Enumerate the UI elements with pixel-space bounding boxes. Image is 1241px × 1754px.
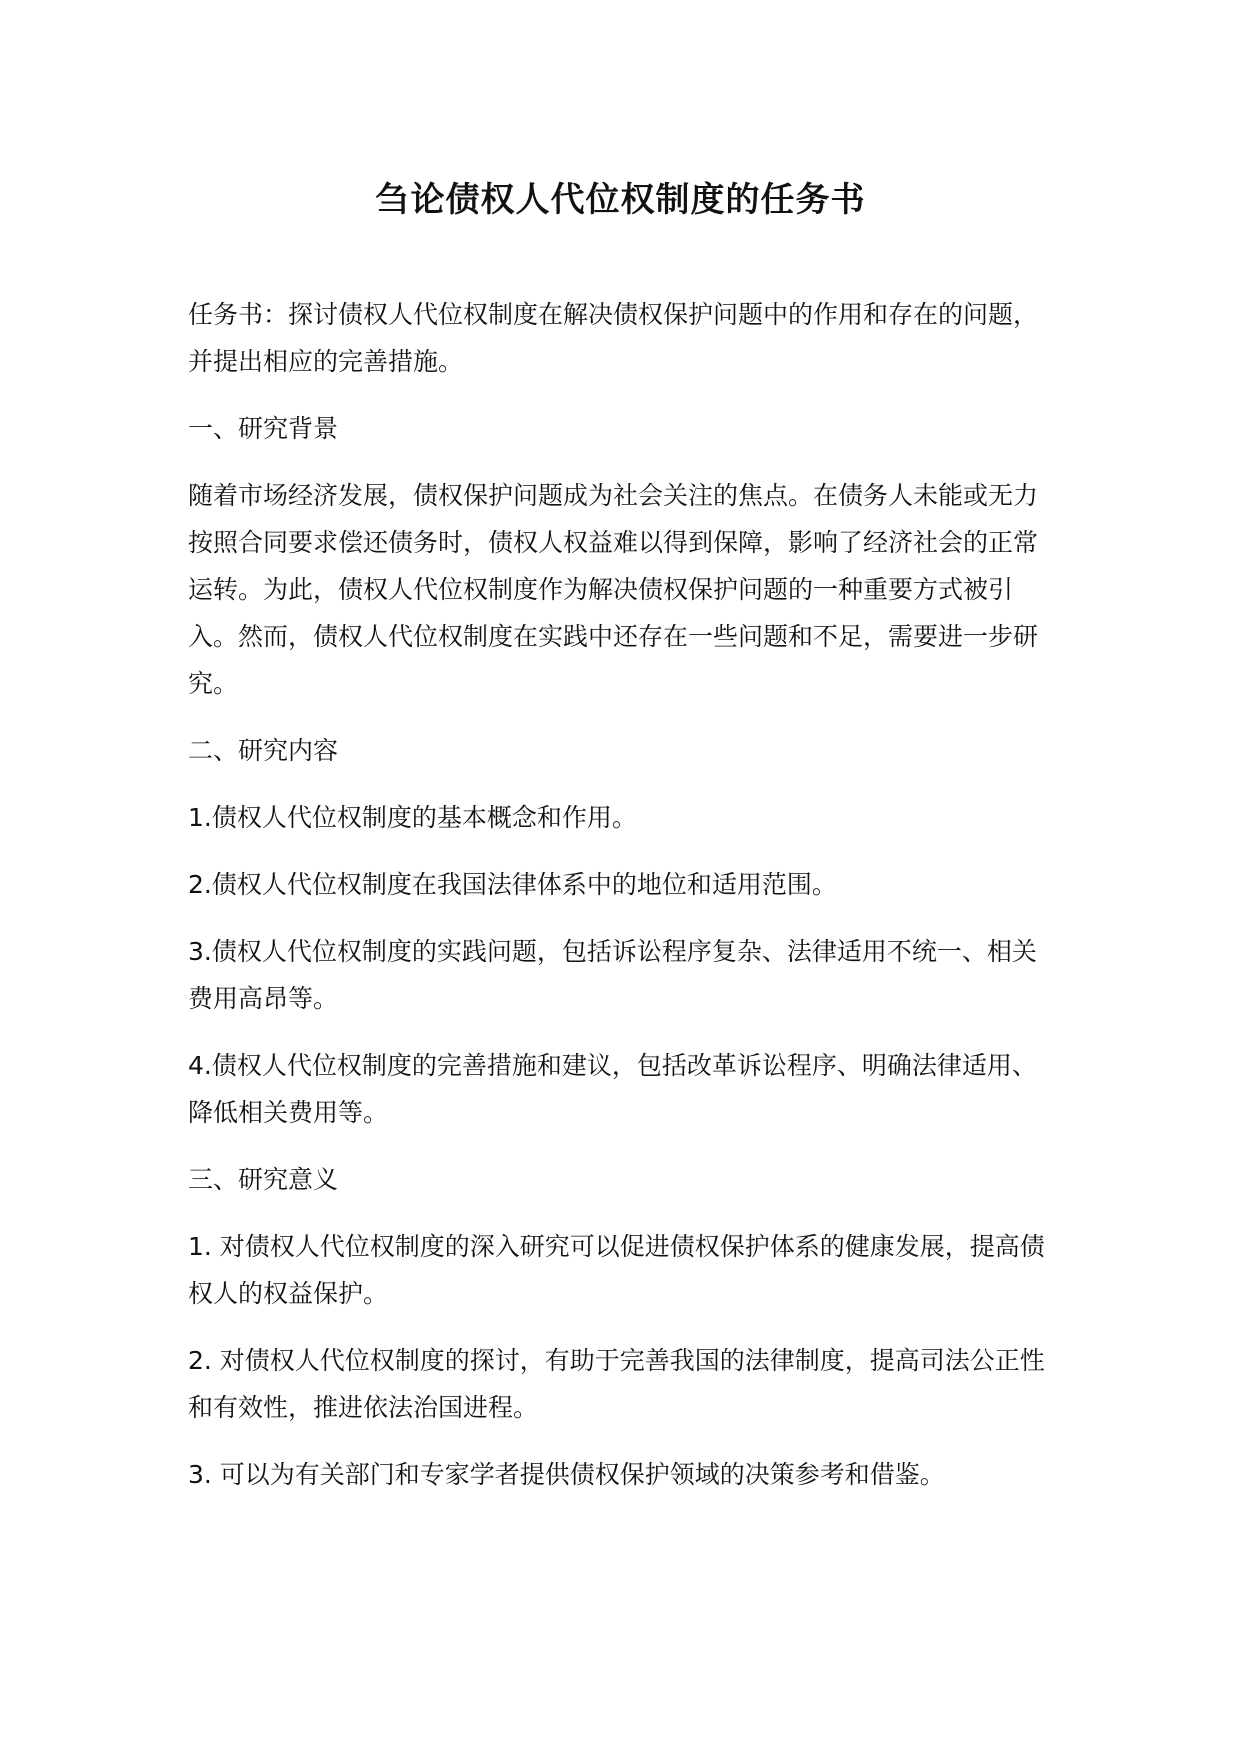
content-item: 3.债权人代位权制度的实践问题，包括诉讼程序复杂、法律适用不统一、相关费用高昂等。 [188, 937, 1037, 1013]
content-item: 4.债权人代位权制度的完善措施和建议，包括改革诉讼程序、明确法律适用、降低相关费用等。 [188, 1051, 1037, 1127]
section-heading-background: 一、研究背景 [188, 414, 339, 443]
content-item: 1.债权人代位权制度的基本概念和作用。 [188, 803, 637, 832]
significance-item: 3. 可以为有关部门和专家学者提供债权保护领域的决策参考和借鉴。 [188, 1460, 945, 1489]
document-body [188, 291, 1058, 1518]
background-paragraph: 随着市场经济发展，债权保护问题成为社会关注的焦点。在债务人未能或无力按照合同要求偿还债务时，债权人权益难以得到保障，影响了经济社会的正常运转。为此，债权人代位权制度作为解决债权保护问题的一种重要方式被引入。然而，债权人代位权制度在实践中还存在一些问题和不足，需要进一步研究。 [188, 481, 1039, 698]
content-item: 2.债权人代位权制度在我国法律体系中的地位和适用范围。 [188, 870, 837, 899]
document-title: 刍论债权人代位权制度的任务书 [375, 180, 866, 220]
section-heading-content: 二、研究内容 [188, 736, 339, 765]
significance-item: 2. 对债权人代位权制度的探讨，有助于完善我国的法律制度，提高司法公正性和有效性，推进依法治国进程。 [188, 1346, 1045, 1422]
significance-item: 1. 对债权人代位权制度的深入研究可以促进债权保护体系的健康发展，提高债权人的权益保护。 [188, 1232, 1045, 1308]
section-heading-significance: 三、研究意义 [188, 1165, 339, 1194]
task-statement: 任务书：探讨债权人代位权制度在解决债权保护问题中的作用和存在的问题，并提出相应的完善措施。 [188, 300, 1039, 376]
